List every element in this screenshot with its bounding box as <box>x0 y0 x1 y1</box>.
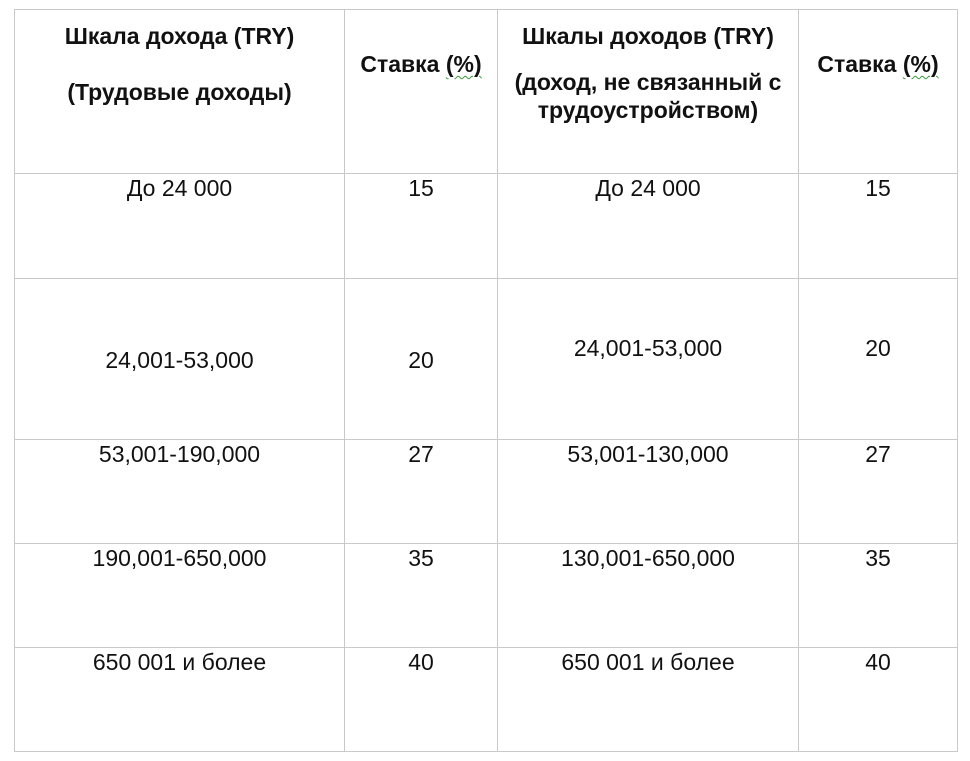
income-tax-table <box>14 9 958 752</box>
header-rate-text <box>351 10 491 78</box>
employment-range-cell: 650 001 и более <box>15 648 345 752</box>
employment-rate-cell: 40 <box>345 648 498 752</box>
header-employment-income-scale <box>15 10 345 174</box>
other-rate-cell: 27 <box>799 440 958 544</box>
other-rate-cell: 20 <box>799 279 958 440</box>
employment-rate-cell: 20 <box>345 279 498 440</box>
header-rate-label: Ставка <box>360 51 440 77</box>
header-rate-text <box>805 10 951 78</box>
employment-rate-cell: 27 <box>345 440 498 544</box>
other-range-cell: До 24 000 <box>498 174 799 279</box>
other-range-cell: 53,001-130,000 <box>498 440 799 544</box>
table-row <box>15 174 958 279</box>
header-employment-subtitle: (Трудовые доходы) <box>67 79 292 105</box>
table-row <box>15 544 958 648</box>
employment-rate-cell: 35 <box>345 544 498 648</box>
employment-rate-cell: 15 <box>345 174 498 279</box>
other-range-cell: 650 001 и более <box>498 648 799 752</box>
header-other-subtitle: (доход, не связанный с трудоустройством) <box>514 69 782 123</box>
header-other-title: Шкалы доходов (TRY) <box>522 23 774 49</box>
other-rate-cell: 40 <box>799 648 958 752</box>
table-header-row <box>15 10 958 174</box>
employment-range-cell: 53,001-190,000 <box>15 440 345 544</box>
other-rate-cell: 35 <box>799 544 958 648</box>
header-other-income-scale <box>498 10 799 174</box>
employment-range-cell: 24,001-53,000 <box>15 279 345 440</box>
other-range-cell: 24,001-53,000 <box>498 279 799 440</box>
employment-range-cell: 190,001-650,000 <box>15 544 345 648</box>
header-rate-pct: (%) <box>902 51 939 77</box>
header-employment-title: Шкала дохода (TRY) <box>64 23 295 49</box>
other-range-cell: 130,001-650,000 <box>498 544 799 648</box>
header-rate-label: Ставка <box>817 51 897 77</box>
header-other-rate <box>799 10 958 174</box>
table-row <box>15 440 958 544</box>
employment-range-cell: До 24 000 <box>15 174 345 279</box>
header-employment-rate <box>345 10 498 174</box>
other-rate-cell: 15 <box>799 174 958 279</box>
header-rate-pct: (%) <box>445 51 482 77</box>
table-row <box>15 279 958 440</box>
table-row <box>15 648 958 752</box>
